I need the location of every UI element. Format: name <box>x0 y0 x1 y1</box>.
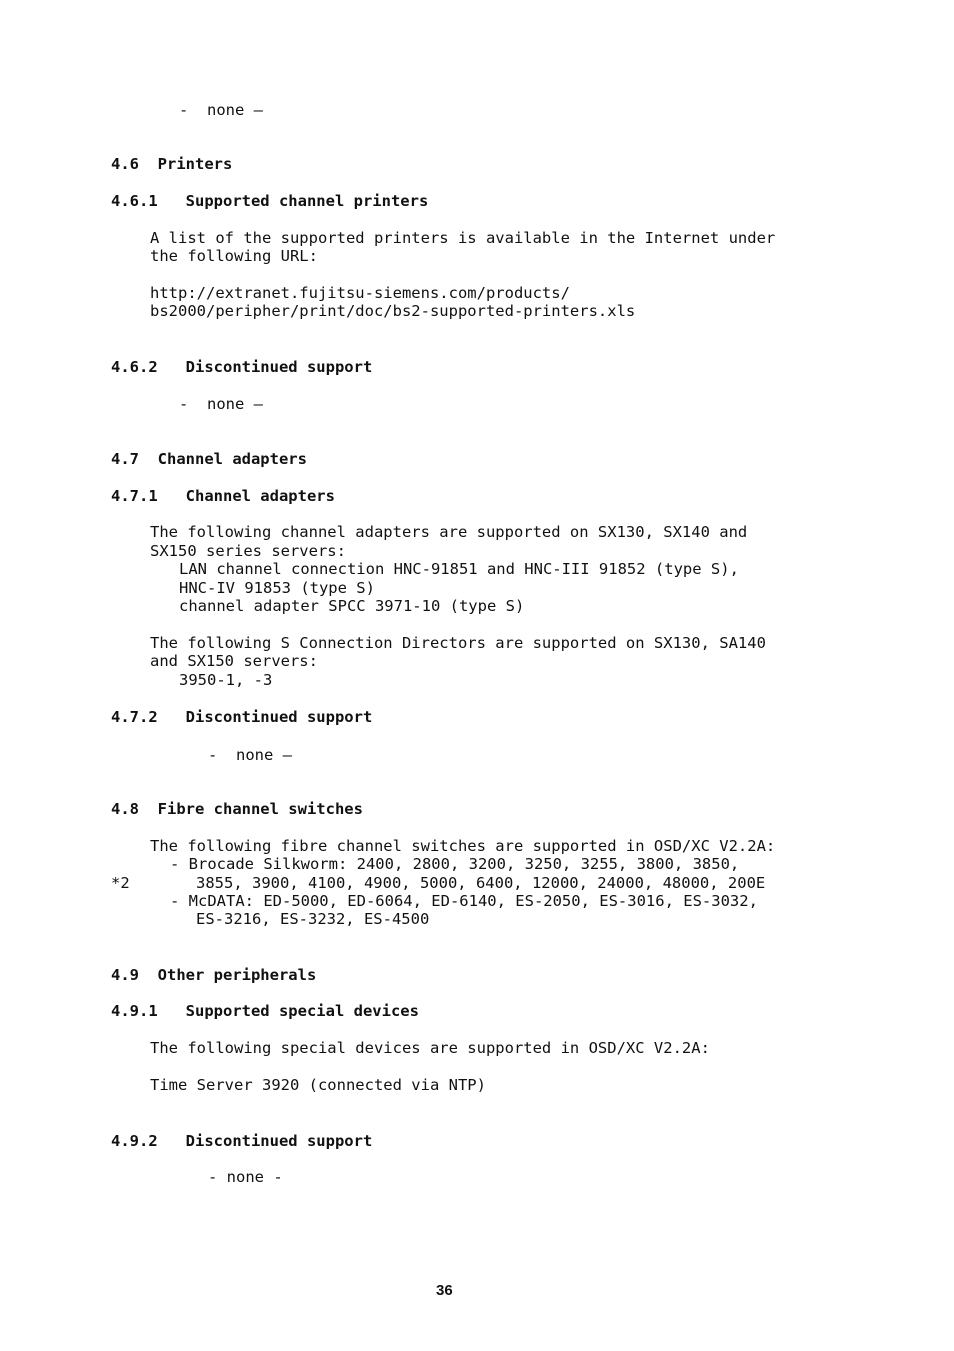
url-line: http://extranet.fujitsu-siemens.com/products/ <box>150 284 570 302</box>
section-heading: 4.6.2 Discontinued support <box>111 358 373 376</box>
list-line: ES-3216, ES-3232, ES-4500 <box>196 910 430 928</box>
list-line: LAN channel connection HNC-91851 and HNC-III 91852 (type S), <box>179 560 739 578</box>
list-line: - Brocade Silkworm: 2400, 2800, 3200, 3250, 3255, 3800, 3850, <box>170 855 740 873</box>
section-heading: 4.7.2 Discontinued support <box>111 708 373 726</box>
section-heading: 4.6 Printers <box>111 155 233 173</box>
list-line: - McDATA: ED-5000, ED-6064, ED-6140, ES-2050, ES-3016, ES-3032, <box>170 892 758 910</box>
paragraph-line: A list of the supported printers is available in the Internet under <box>150 229 776 247</box>
paragraph-line: The following fibre channel switches are supported in OSD/XC V2.2A: <box>150 837 776 855</box>
paragraph-line: and SX150 servers: <box>150 652 318 670</box>
section-heading: 4.8 Fibre channel switches <box>111 800 363 818</box>
section-heading: 4.9.2 Discontinued support <box>111 1132 373 1150</box>
list-line: 3950-1, -3 <box>179 671 273 689</box>
list-line: 3855, 3900, 4100, 4900, 5000, 6400, 12000, 24000, 48000, 200E <box>196 874 766 892</box>
none-line: - none – <box>208 746 292 764</box>
paragraph-line: The following special devices are supported in OSD/XC V2.2A: <box>150 1039 710 1057</box>
paragraph-line: The following channel adapters are supported on SX130, SX140 and <box>150 523 748 541</box>
paragraph-line: SX150 series servers: <box>150 542 346 560</box>
paragraph-line: the following URL: <box>150 247 318 265</box>
section-heading: 4.7.1 Channel adapters <box>111 487 335 505</box>
change-marker: *2 <box>111 874 130 892</box>
list-line: HNC-IV 91853 (type S) <box>179 579 375 597</box>
section-heading: 4.9 Other peripherals <box>111 966 317 984</box>
section-heading: 4.6.1 Supported channel printers <box>111 192 429 210</box>
none-line: - none – <box>179 101 263 119</box>
paragraph-line: The following S Connection Directors are supported on SX130, SA140 <box>150 634 766 652</box>
section-heading: 4.7 Channel adapters <box>111 450 307 468</box>
none-line: - none - <box>208 1168 283 1186</box>
paragraph-line: Time Server 3920 (connected via NTP) <box>150 1076 486 1094</box>
url-line: bs2000/peripher/print/doc/bs2-supported-printers.xls <box>150 302 636 320</box>
list-line: channel adapter SPCC 3971-10 (type S) <box>179 597 525 615</box>
none-line: - none – <box>179 395 263 413</box>
section-heading: 4.9.1 Supported special devices <box>111 1002 419 1020</box>
page-number: 36 <box>436 1282 453 1299</box>
